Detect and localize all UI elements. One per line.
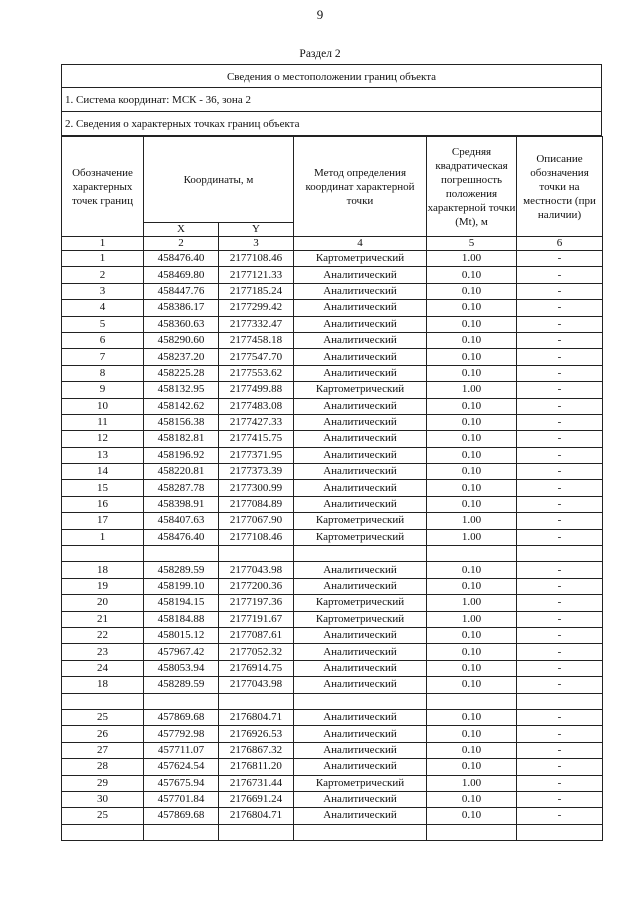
cell-point: 17 (62, 513, 144, 529)
cell-method: Картометрический (294, 611, 427, 627)
cell-description: - (517, 464, 603, 480)
cell-description: - (517, 808, 603, 824)
empty-cell (62, 824, 144, 840)
separator-row (62, 546, 603, 562)
cell-method: Аналитический (294, 660, 427, 676)
cell-description: - (517, 496, 603, 512)
cell-x: 458386.17 (144, 300, 219, 316)
cell-y: 2177043.98 (219, 562, 294, 578)
cell-point: 10 (62, 398, 144, 414)
cell-method: Аналитический (294, 562, 427, 578)
cell-description: - (517, 529, 603, 545)
table-row (62, 300, 603, 316)
cell-method: Аналитический (294, 332, 427, 348)
cell-x: 458469.80 (144, 267, 219, 283)
header-y: Y (219, 223, 294, 237)
cell-x: 457792.98 (144, 726, 219, 742)
cell-accuracy: 0.10 (427, 578, 517, 594)
cell-x: 457711.07 (144, 742, 219, 758)
cell-x: 458360.63 (144, 316, 219, 332)
column-number: 1 (62, 237, 144, 251)
cell-y: 2177299.42 (219, 300, 294, 316)
cell-description: - (517, 513, 603, 529)
cell-accuracy: 1.00 (427, 251, 517, 267)
cell-method: Аналитический (294, 480, 427, 496)
table-row (62, 677, 603, 693)
cell-point: 1 (62, 529, 144, 545)
cell-x: 458225.28 (144, 365, 219, 381)
cell-accuracy: 0.10 (427, 349, 517, 365)
cell-accuracy: 0.10 (427, 644, 517, 660)
cell-point: 16 (62, 496, 144, 512)
cell-x: 458182.81 (144, 431, 219, 447)
cell-accuracy: 0.10 (427, 726, 517, 742)
cell-description: - (517, 775, 603, 791)
cell-y: 2177067.90 (219, 513, 294, 529)
cell-x: 457624.54 (144, 759, 219, 775)
cell-y: 2177191.67 (219, 611, 294, 627)
cell-point: 4 (62, 300, 144, 316)
cell-point: 14 (62, 464, 144, 480)
cell-point: 19 (62, 578, 144, 594)
cell-x: 458199.10 (144, 578, 219, 594)
cell-point: 2 (62, 267, 144, 283)
cell-method: Аналитический (294, 447, 427, 463)
cell-y: 2176914.75 (219, 660, 294, 676)
empty-cell (219, 693, 294, 709)
coord-system-line: 1. Система координат: МСК - 36, зона 2 (61, 88, 602, 112)
cell-accuracy: 0.10 (427, 709, 517, 725)
table-row (62, 644, 603, 660)
cell-x: 458290.60 (144, 332, 219, 348)
cell-y: 2177197.36 (219, 595, 294, 611)
table-row (62, 513, 603, 529)
empty-cell (219, 824, 294, 840)
cell-description: - (517, 562, 603, 578)
cell-y: 2177415.75 (219, 431, 294, 447)
cell-accuracy: 0.10 (427, 300, 517, 316)
cell-y: 2176867.32 (219, 742, 294, 758)
cell-x: 458398.91 (144, 496, 219, 512)
cell-x: 458184.88 (144, 611, 219, 627)
cell-y: 2177087.61 (219, 627, 294, 643)
cell-description: - (517, 300, 603, 316)
separator-row (62, 824, 603, 840)
column-number: 5 (427, 237, 517, 251)
cell-y: 2177200.36 (219, 578, 294, 594)
table-row (62, 578, 603, 594)
cell-method: Аналитический (294, 808, 427, 824)
cell-x: 458289.59 (144, 562, 219, 578)
cell-method: Аналитический (294, 496, 427, 512)
cell-y: 2177373.39 (219, 464, 294, 480)
cell-x: 458132.95 (144, 382, 219, 398)
cell-x: 458053.94 (144, 660, 219, 676)
cell-y: 2177108.46 (219, 529, 294, 545)
cell-method: Аналитический (294, 283, 427, 299)
cell-point: 23 (62, 644, 144, 660)
cell-point: 15 (62, 480, 144, 496)
header-method: Метод определения координат характерной точки (294, 137, 427, 237)
cell-description: - (517, 447, 603, 463)
cell-method: Картометрический (294, 775, 427, 791)
cell-description: - (517, 726, 603, 742)
table-title: Сведения о местоположении границ объекта (61, 64, 602, 88)
cell-accuracy: 0.10 (427, 791, 517, 807)
empty-cell (517, 824, 603, 840)
table-row (62, 611, 603, 627)
cell-y: 2177043.98 (219, 677, 294, 693)
cell-description: - (517, 251, 603, 267)
cell-y: 2177458.18 (219, 332, 294, 348)
cell-y: 2177499.88 (219, 382, 294, 398)
table-row (62, 349, 603, 365)
cell-point: 6 (62, 332, 144, 348)
table-row (62, 496, 603, 512)
table-row (62, 382, 603, 398)
page-number: 9 (316, 7, 324, 22)
cell-x: 458476.40 (144, 251, 219, 267)
boundary-info-frame (61, 64, 602, 841)
cell-point: 27 (62, 742, 144, 758)
cell-description: - (517, 414, 603, 430)
empty-cell (144, 824, 219, 840)
table-row (62, 267, 603, 283)
cell-description: - (517, 267, 603, 283)
table-row (62, 431, 603, 447)
cell-x: 458220.81 (144, 464, 219, 480)
cell-accuracy: 0.10 (427, 414, 517, 430)
cell-accuracy: 0.10 (427, 808, 517, 824)
empty-cell (517, 693, 603, 709)
table-row (62, 529, 603, 545)
cell-point: 9 (62, 382, 144, 398)
table-row (62, 562, 603, 578)
cell-description: - (517, 644, 603, 660)
cell-point: 24 (62, 660, 144, 676)
separator-row (62, 693, 603, 709)
cell-point: 20 (62, 595, 144, 611)
cell-y: 2177052.32 (219, 644, 294, 660)
cell-description: - (517, 742, 603, 758)
cell-x: 457869.68 (144, 808, 219, 824)
table-row (62, 332, 603, 348)
cell-y: 2176691.24 (219, 791, 294, 807)
header-accuracy: Средняя квадратическая погрешность положения характерной точки (Mt), м (427, 137, 517, 237)
empty-cell (144, 693, 219, 709)
table-row (62, 660, 603, 676)
cell-point: 5 (62, 316, 144, 332)
cell-point: 12 (62, 431, 144, 447)
cell-x: 458196.92 (144, 447, 219, 463)
cell-description: - (517, 677, 603, 693)
cell-x: 458156.38 (144, 414, 219, 430)
cell-x: 458194.15 (144, 595, 219, 611)
cell-accuracy: 0.10 (427, 431, 517, 447)
cell-x: 457701.84 (144, 791, 219, 807)
table-row (62, 627, 603, 643)
column-number: 4 (294, 237, 427, 251)
cell-y: 2177332.47 (219, 316, 294, 332)
cell-y: 2176811.20 (219, 759, 294, 775)
cell-x: 458142.62 (144, 398, 219, 414)
cell-method: Аналитический (294, 349, 427, 365)
cell-description: - (517, 595, 603, 611)
cell-method: Аналитический (294, 644, 427, 660)
cell-y: 2177553.62 (219, 365, 294, 381)
cell-description: - (517, 283, 603, 299)
cell-method: Аналитический (294, 627, 427, 643)
cell-accuracy: 0.10 (427, 759, 517, 775)
cell-method: Картометрический (294, 513, 427, 529)
cell-description: - (517, 316, 603, 332)
cell-description: - (517, 660, 603, 676)
table-row (62, 283, 603, 299)
cell-method: Аналитический (294, 300, 427, 316)
cell-method: Аналитический (294, 431, 427, 447)
cell-point: 18 (62, 562, 144, 578)
cell-description: - (517, 759, 603, 775)
empty-cell (427, 693, 517, 709)
cell-point: 30 (62, 791, 144, 807)
cell-method: Аналитический (294, 464, 427, 480)
cell-y: 2177108.46 (219, 251, 294, 267)
cell-y: 2176731.44 (219, 775, 294, 791)
cell-description: - (517, 791, 603, 807)
empty-cell (517, 546, 603, 562)
cell-description: - (517, 611, 603, 627)
cell-method: Аналитический (294, 365, 427, 381)
cell-accuracy: 1.00 (427, 529, 517, 545)
cell-point: 26 (62, 726, 144, 742)
cell-accuracy: 0.10 (427, 447, 517, 463)
cell-accuracy: 0.10 (427, 332, 517, 348)
cell-point: 28 (62, 759, 144, 775)
cell-description: - (517, 349, 603, 365)
cell-point: 11 (62, 414, 144, 430)
cell-description: - (517, 578, 603, 594)
cell-accuracy: 0.10 (427, 496, 517, 512)
cell-x: 457967.42 (144, 644, 219, 660)
empty-cell (62, 546, 144, 562)
cell-y: 2177300.99 (219, 480, 294, 496)
cell-x: 458447.76 (144, 283, 219, 299)
cell-method: Аналитический (294, 742, 427, 758)
cell-description: - (517, 332, 603, 348)
cell-accuracy: 0.10 (427, 316, 517, 332)
cell-description: - (517, 398, 603, 414)
cell-accuracy: 1.00 (427, 513, 517, 529)
cell-accuracy: 0.10 (427, 677, 517, 693)
table-row (62, 365, 603, 381)
column-number: 6 (517, 237, 603, 251)
cell-method: Картометрический (294, 595, 427, 611)
cell-method: Картометрический (294, 251, 427, 267)
cell-point: 1 (62, 251, 144, 267)
cell-y: 2176804.71 (219, 709, 294, 725)
cell-accuracy: 1.00 (427, 611, 517, 627)
cell-y: 2177427.33 (219, 414, 294, 430)
table-row (62, 775, 603, 791)
cell-accuracy: 0.10 (427, 660, 517, 676)
cell-description: - (517, 382, 603, 398)
cell-point: 3 (62, 283, 144, 299)
column-number-row (62, 237, 603, 251)
header-coordinates: Координаты, м (144, 137, 294, 223)
cell-method: Аналитический (294, 267, 427, 283)
cell-point: 22 (62, 627, 144, 643)
table-row (62, 742, 603, 758)
header-description: Описание обозначения точки на местности (при наличии) (517, 137, 603, 237)
table-row (62, 791, 603, 807)
cell-y: 2176926.53 (219, 726, 294, 742)
cell-x: 457675.94 (144, 775, 219, 791)
cell-method: Аналитический (294, 677, 427, 693)
empty-cell (219, 546, 294, 562)
cell-y: 2177547.70 (219, 349, 294, 365)
cell-method: Аналитический (294, 759, 427, 775)
cell-method: Картометрический (294, 382, 427, 398)
empty-cell (294, 546, 427, 562)
table-row (62, 414, 603, 430)
cell-x: 458237.20 (144, 349, 219, 365)
cell-method: Картометрический (294, 529, 427, 545)
points-table (61, 136, 603, 841)
cell-point: 8 (62, 365, 144, 381)
cell-method: Аналитический (294, 791, 427, 807)
cell-x: 458015.12 (144, 627, 219, 643)
points-heading-line: 2. Сведения о характерных точках границ объекта (61, 112, 602, 136)
cell-accuracy: 0.10 (427, 562, 517, 578)
cell-description: - (517, 480, 603, 496)
cell-y: 2177084.89 (219, 496, 294, 512)
column-number: 2 (144, 237, 219, 251)
header-point-label: Обозначение характерных точек границ (62, 137, 144, 237)
cell-description: - (517, 365, 603, 381)
header-x: X (144, 223, 219, 237)
empty-cell (144, 546, 219, 562)
cell-method: Аналитический (294, 398, 427, 414)
table-row (62, 759, 603, 775)
cell-method: Аналитический (294, 709, 427, 725)
cell-accuracy: 0.10 (427, 283, 517, 299)
cell-x: 457869.68 (144, 709, 219, 725)
cell-description: - (517, 431, 603, 447)
cell-point: 25 (62, 709, 144, 725)
cell-method: Аналитический (294, 316, 427, 332)
cell-x: 458289.59 (144, 677, 219, 693)
cell-point: 25 (62, 808, 144, 824)
cell-accuracy: 0.10 (427, 464, 517, 480)
cell-method: Аналитический (294, 414, 427, 430)
cell-accuracy: 1.00 (427, 595, 517, 611)
cell-description: - (517, 709, 603, 725)
cell-accuracy: 0.10 (427, 267, 517, 283)
cell-method: Аналитический (294, 726, 427, 742)
cell-description: - (517, 627, 603, 643)
table-row (62, 398, 603, 414)
section-label: Раздел 2 (299, 48, 341, 60)
empty-cell (62, 693, 144, 709)
cell-accuracy: 0.10 (427, 398, 517, 414)
cell-accuracy: 1.00 (427, 382, 517, 398)
cell-point: 13 (62, 447, 144, 463)
table-row (62, 251, 603, 267)
table-row (62, 447, 603, 463)
table-row (62, 316, 603, 332)
cell-point: 7 (62, 349, 144, 365)
cell-y: 2176804.71 (219, 808, 294, 824)
cell-accuracy: 0.10 (427, 627, 517, 643)
table-row (62, 464, 603, 480)
cell-accuracy: 0.10 (427, 365, 517, 381)
cell-y: 2177483.08 (219, 398, 294, 414)
column-number: 3 (219, 237, 294, 251)
cell-point: 29 (62, 775, 144, 791)
empty-cell (427, 546, 517, 562)
cell-x: 458287.78 (144, 480, 219, 496)
cell-point: 21 (62, 611, 144, 627)
table-row (62, 480, 603, 496)
table-row (62, 808, 603, 824)
cell-y: 2177121.33 (219, 267, 294, 283)
cell-y: 2177371.95 (219, 447, 294, 463)
table-row (62, 726, 603, 742)
cell-y: 2177185.24 (219, 283, 294, 299)
cell-point: 18 (62, 677, 144, 693)
empty-cell (427, 824, 517, 840)
cell-x: 458476.40 (144, 529, 219, 545)
points-table-body (62, 251, 603, 841)
empty-cell (294, 693, 427, 709)
cell-accuracy: 1.00 (427, 775, 517, 791)
table-row (62, 709, 603, 725)
cell-accuracy: 0.10 (427, 480, 517, 496)
cell-x: 458407.63 (144, 513, 219, 529)
cell-accuracy: 0.10 (427, 742, 517, 758)
table-row (62, 595, 603, 611)
empty-cell (294, 824, 427, 840)
cell-method: Аналитический (294, 578, 427, 594)
